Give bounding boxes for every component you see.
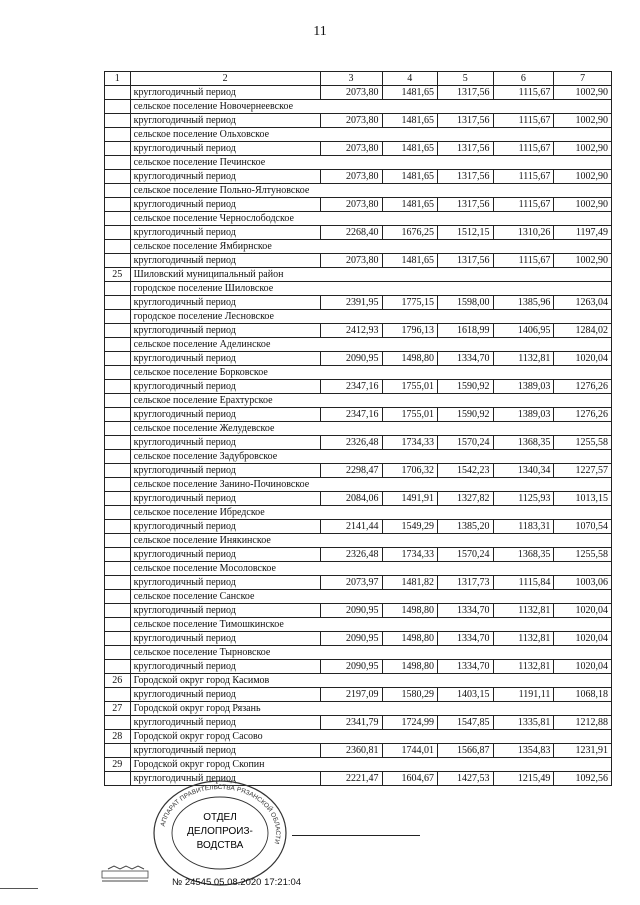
row-number — [105, 422, 131, 436]
value-cell: 1598,00 — [438, 296, 494, 310]
table-row — [105, 744, 612, 758]
section-title: сельское поселение Новочернеевское — [130, 100, 611, 114]
section-title-row — [105, 758, 612, 772]
value-cell: 1340,34 — [493, 464, 554, 478]
row-number — [105, 548, 131, 562]
value-cell: 1255,58 — [554, 436, 612, 450]
value-cell: 1115,67 — [493, 170, 554, 184]
value-cell: 1368,35 — [493, 436, 554, 450]
value-cell: 1115,67 — [493, 254, 554, 268]
value-cell: 1020,04 — [554, 604, 612, 618]
section-title: Городской округ город Сасово — [130, 730, 611, 744]
row-number — [105, 114, 131, 128]
row-number — [105, 646, 131, 660]
section-title-row — [105, 674, 612, 688]
section-title: сельское поселение Ерахтурское — [130, 394, 611, 408]
value-cell: 1132,81 — [493, 352, 554, 366]
value-cell: 1334,70 — [438, 352, 494, 366]
tariff-table-body — [105, 72, 612, 786]
value-cell: 1368,35 — [493, 548, 554, 562]
row-number — [105, 338, 131, 352]
table-row — [105, 408, 612, 422]
section-title: сельское поселение Печинское — [130, 156, 611, 170]
value-cell: 1317,56 — [438, 86, 494, 100]
footer-rule — [0, 888, 38, 889]
section-title: сельское поселение Задубровское — [130, 450, 611, 464]
row-number — [105, 408, 131, 422]
table-row — [105, 688, 612, 702]
value-cell: 2221,47 — [320, 772, 382, 786]
value-cell: 1335,81 — [493, 716, 554, 730]
table-row — [105, 464, 612, 478]
period-label: круглогодичный период — [130, 744, 320, 758]
section-title: сельское поселение Аделинское — [130, 338, 611, 352]
value-cell: 1481,65 — [382, 142, 438, 156]
value-cell: 1212,88 — [554, 716, 612, 730]
value-cell: 1227,57 — [554, 464, 612, 478]
value-cell: 1744,01 — [382, 744, 438, 758]
value-cell: 1385,20 — [438, 520, 494, 534]
section-title-row — [105, 212, 612, 226]
section-title-row — [105, 338, 612, 352]
period-label: круглогодичный период — [130, 772, 320, 786]
table-row — [105, 380, 612, 394]
section-title-row — [105, 128, 612, 142]
section-title: сельское поселение Борковское — [130, 366, 611, 380]
section-title-row — [105, 562, 612, 576]
table-row — [105, 226, 612, 240]
value-cell: 2391,95 — [320, 296, 382, 310]
row-number — [105, 464, 131, 478]
section-title: Городской округ город Рязань — [130, 702, 611, 716]
value-cell: 1263,04 — [554, 296, 612, 310]
value-cell: 1796,13 — [382, 324, 438, 338]
table-row — [105, 324, 612, 338]
value-cell: 1115,67 — [493, 86, 554, 100]
value-cell: 1115,67 — [493, 142, 554, 156]
row-number — [105, 520, 131, 534]
value-cell: 2268,40 — [320, 226, 382, 240]
value-cell: 1115,67 — [493, 198, 554, 212]
section-title-row — [105, 450, 612, 464]
row-number: 28 — [105, 730, 131, 744]
header-cell: 6 — [493, 72, 554, 86]
row-number — [105, 716, 131, 730]
section-title: сельское поселение Ямбирнское — [130, 240, 611, 254]
table-row — [105, 660, 612, 674]
value-cell: 1310,26 — [493, 226, 554, 240]
value-cell: 1570,24 — [438, 548, 494, 562]
section-title-row — [105, 366, 612, 380]
value-cell: 1570,24 — [438, 436, 494, 450]
value-cell: 1755,01 — [382, 408, 438, 422]
value-cell: 2084,06 — [320, 492, 382, 506]
period-label: круглогодичный период — [130, 688, 320, 702]
value-cell: 1604,67 — [382, 772, 438, 786]
value-cell: 1724,99 — [382, 716, 438, 730]
section-title: сельское поселение Ольховское — [130, 128, 611, 142]
section-title-row — [105, 240, 612, 254]
value-cell: 1215,49 — [493, 772, 554, 786]
value-cell: 1132,81 — [493, 604, 554, 618]
value-cell: 1481,65 — [382, 170, 438, 184]
section-title-row — [105, 156, 612, 170]
period-label: круглогодичный период — [130, 380, 320, 394]
row-number — [105, 744, 131, 758]
section-title-row — [105, 478, 612, 492]
value-cell: 1002,90 — [554, 86, 612, 100]
value-cell: 2347,16 — [320, 408, 382, 422]
value-cell: 1002,90 — [554, 170, 612, 184]
value-cell: 2090,95 — [320, 352, 382, 366]
value-cell: 1498,80 — [382, 604, 438, 618]
row-number — [105, 296, 131, 310]
period-label: круглогодичный период — [130, 604, 320, 618]
value-cell: 1706,32 — [382, 464, 438, 478]
period-label: круглогодичный период — [130, 464, 320, 478]
period-label: круглогодичный период — [130, 198, 320, 212]
value-cell: 2326,48 — [320, 436, 382, 450]
table-row — [105, 352, 612, 366]
table-row — [105, 86, 612, 100]
period-label: круглогодичный период — [130, 226, 320, 240]
row-number — [105, 576, 131, 590]
value-cell: 1498,80 — [382, 632, 438, 646]
row-number — [105, 492, 131, 506]
row-number — [105, 254, 131, 268]
table-row — [105, 198, 612, 212]
seal-ring-text: АППАРАТ ПРАВИТЕЛЬСТВА РЯЗАНСКОЙ ОБЛАСТИ — [159, 783, 282, 845]
value-cell: 1580,29 — [382, 688, 438, 702]
period-label: круглогодичный период — [130, 142, 320, 156]
section-title-row — [105, 730, 612, 744]
period-label: круглогодичный период — [130, 170, 320, 184]
value-cell: 1549,29 — [382, 520, 438, 534]
row-number — [105, 618, 131, 632]
section-title: сельское поселение Ибредское — [130, 506, 611, 520]
row-number: 25 — [105, 268, 131, 282]
value-cell: 1385,96 — [493, 296, 554, 310]
value-cell: 1491,91 — [382, 492, 438, 506]
period-label: круглогодичный период — [130, 114, 320, 128]
section-title: сельское поселение Занино-Починовское — [130, 478, 611, 492]
signature-line — [292, 835, 420, 836]
value-cell: 1566,87 — [438, 744, 494, 758]
table-row — [105, 254, 612, 268]
value-cell: 2347,16 — [320, 380, 382, 394]
value-cell: 1183,31 — [493, 520, 554, 534]
value-cell: 1734,33 — [382, 548, 438, 562]
row-number — [105, 590, 131, 604]
row-number — [105, 282, 131, 296]
table-row — [105, 492, 612, 506]
table-row — [105, 604, 612, 618]
value-cell: 1317,56 — [438, 142, 494, 156]
row-number — [105, 100, 131, 114]
seal-line-2: ДЕЛОПРОИЗ- — [187, 826, 253, 837]
section-title-row — [105, 646, 612, 660]
value-cell: 2298,47 — [320, 464, 382, 478]
value-cell: 1498,80 — [382, 660, 438, 674]
value-cell: 1590,92 — [438, 408, 494, 422]
value-cell: 1070,54 — [554, 520, 612, 534]
section-title: сельское поселение Инякинское — [130, 534, 611, 548]
header-cell: 3 — [320, 72, 382, 86]
value-cell: 1734,33 — [382, 436, 438, 450]
row-number — [105, 604, 131, 618]
row-number — [105, 772, 131, 786]
row-number — [105, 632, 131, 646]
section-title-row — [105, 534, 612, 548]
row-number — [105, 506, 131, 520]
period-label: круглогодичный период — [130, 254, 320, 268]
value-cell: 2090,95 — [320, 632, 382, 646]
section-title-row — [105, 268, 612, 282]
row-number — [105, 688, 131, 702]
period-label: круглогодичный период — [130, 492, 320, 506]
registration-number: № 24545 05.08.2020 17:21:04 — [172, 877, 302, 888]
row-number — [105, 352, 131, 366]
row-number — [105, 534, 131, 548]
table-row — [105, 548, 612, 562]
value-cell: 1125,93 — [493, 492, 554, 506]
value-cell: 1231,91 — [554, 744, 612, 758]
value-cell: 1255,58 — [554, 548, 612, 562]
section-title-row — [105, 422, 612, 436]
value-cell: 2073,97 — [320, 576, 382, 590]
table-row — [105, 296, 612, 310]
section-title-row — [105, 394, 612, 408]
header-cell: 7 — [554, 72, 612, 86]
section-title-row — [105, 618, 612, 632]
section-title: сельское поселение Санское — [130, 590, 611, 604]
value-cell: 1317,56 — [438, 170, 494, 184]
row-number — [105, 170, 131, 184]
row-number — [105, 562, 131, 576]
value-cell: 1427,53 — [438, 772, 494, 786]
value-cell: 1191,11 — [493, 688, 554, 702]
value-cell: 1755,01 — [382, 380, 438, 394]
table-row — [105, 170, 612, 184]
row-number — [105, 478, 131, 492]
value-cell: 1481,65 — [382, 198, 438, 212]
row-number: 29 — [105, 758, 131, 772]
value-cell: 1327,82 — [438, 492, 494, 506]
value-cell: 1132,81 — [493, 632, 554, 646]
table-row — [105, 520, 612, 534]
archive-emblem — [100, 865, 150, 883]
row-number — [105, 86, 131, 100]
section-title: Шиловский муниципальный район — [130, 268, 611, 282]
value-cell: 1403,15 — [438, 688, 494, 702]
value-cell: 1317,56 — [438, 114, 494, 128]
value-cell: 2073,80 — [320, 142, 382, 156]
row-number — [105, 226, 131, 240]
value-cell: 2073,80 — [320, 170, 382, 184]
table-row — [105, 576, 612, 590]
section-title: сельское поселение Желудевское — [130, 422, 611, 436]
table-row — [105, 114, 612, 128]
section-title-row — [105, 310, 612, 324]
value-cell: 1020,04 — [554, 660, 612, 674]
row-number — [105, 142, 131, 156]
row-number: 26 — [105, 674, 131, 688]
section-title-row — [105, 100, 612, 114]
table-row — [105, 142, 612, 156]
office-seal — [150, 778, 290, 888]
section-title: сельское поселение Тимошкинское — [130, 618, 611, 632]
value-cell: 1115,67 — [493, 114, 554, 128]
value-cell: 1676,25 — [382, 226, 438, 240]
table-header-row — [105, 72, 612, 86]
value-cell: 1481,65 — [382, 254, 438, 268]
period-label: круглогодичный период — [130, 352, 320, 366]
value-cell: 1618,99 — [438, 324, 494, 338]
row-number — [105, 324, 131, 338]
row-number: 27 — [105, 702, 131, 716]
value-cell: 1481,65 — [382, 86, 438, 100]
section-title: сельское поселение Польно-Ялтуновское — [130, 184, 611, 198]
table-row — [105, 632, 612, 646]
header-cell: 5 — [438, 72, 494, 86]
page-number: 11 — [313, 24, 327, 39]
value-cell: 1334,70 — [438, 604, 494, 618]
section-title-row — [105, 282, 612, 296]
value-cell: 2073,80 — [320, 114, 382, 128]
table-row — [105, 436, 612, 450]
row-number — [105, 212, 131, 226]
section-title: городское поселение Шиловское — [130, 282, 611, 296]
section-title: сельское поселение Чернослободское — [130, 212, 611, 226]
row-number — [105, 184, 131, 198]
row-number — [105, 450, 131, 464]
section-title: городское поселение Лесновское — [130, 310, 611, 324]
section-title: сельское поселение Мосоловское — [130, 562, 611, 576]
row-number — [105, 198, 131, 212]
seal-line-3: ВОДСТВА — [196, 840, 244, 851]
section-title-row — [105, 506, 612, 520]
value-cell: 1481,65 — [382, 114, 438, 128]
period-label: круглогодичный период — [130, 408, 320, 422]
value-cell: 1115,84 — [493, 576, 554, 590]
value-cell: 2141,44 — [320, 520, 382, 534]
value-cell: 1013,15 — [554, 492, 612, 506]
value-cell: 2073,80 — [320, 86, 382, 100]
section-title: Городской округ город Касимов — [130, 674, 611, 688]
header-cell: 4 — [382, 72, 438, 86]
value-cell: 1542,23 — [438, 464, 494, 478]
row-number — [105, 240, 131, 254]
value-cell: 1002,90 — [554, 142, 612, 156]
tariff-table — [104, 71, 612, 786]
period-label: круглогодичный период — [130, 716, 320, 730]
value-cell: 1354,83 — [493, 744, 554, 758]
section-title-row — [105, 590, 612, 604]
value-cell: 1498,80 — [382, 352, 438, 366]
table-row — [105, 716, 612, 730]
value-cell: 1132,81 — [493, 660, 554, 674]
value-cell: 2360,81 — [320, 744, 382, 758]
value-cell: 2197,09 — [320, 688, 382, 702]
period-label: круглогодичный период — [130, 548, 320, 562]
period-label: круглогодичный период — [130, 324, 320, 338]
value-cell: 1317,73 — [438, 576, 494, 590]
row-number — [105, 366, 131, 380]
section-title: Городской округ город Скопин — [130, 758, 611, 772]
row-number — [105, 310, 131, 324]
value-cell: 2326,48 — [320, 548, 382, 562]
value-cell: 1284,02 — [554, 324, 612, 338]
period-label: круглогодичный период — [130, 296, 320, 310]
value-cell: 1068,18 — [554, 688, 612, 702]
value-cell: 1389,03 — [493, 408, 554, 422]
value-cell: 1547,85 — [438, 716, 494, 730]
value-cell: 1775,15 — [382, 296, 438, 310]
row-number — [105, 156, 131, 170]
value-cell: 1003,06 — [554, 576, 612, 590]
row-number — [105, 380, 131, 394]
period-label: круглогодичный период — [130, 632, 320, 646]
value-cell: 2090,95 — [320, 604, 382, 618]
value-cell: 1334,70 — [438, 632, 494, 646]
section-title-row — [105, 702, 612, 716]
value-cell: 1389,03 — [493, 380, 554, 394]
value-cell: 1317,56 — [438, 198, 494, 212]
period-label: круглогодичный период — [130, 436, 320, 450]
period-label: круглогодичный период — [130, 520, 320, 534]
value-cell: 1002,90 — [554, 114, 612, 128]
value-cell: 1481,82 — [382, 576, 438, 590]
header-cell: 1 — [105, 72, 131, 86]
value-cell: 2073,80 — [320, 198, 382, 212]
row-number — [105, 436, 131, 450]
value-cell: 1334,70 — [438, 660, 494, 674]
seal-line-1: ОТДЕЛ — [203, 812, 237, 823]
value-cell: 1512,15 — [438, 226, 494, 240]
value-cell: 1002,90 — [554, 198, 612, 212]
value-cell: 2341,79 — [320, 716, 382, 730]
value-cell: 1020,04 — [554, 352, 612, 366]
value-cell: 2412,93 — [320, 324, 382, 338]
value-cell: 1092,56 — [554, 772, 612, 786]
row-number — [105, 394, 131, 408]
value-cell: 2073,80 — [320, 254, 382, 268]
value-cell: 1406,95 — [493, 324, 554, 338]
value-cell: 1590,92 — [438, 380, 494, 394]
period-label: круглогодичный период — [130, 660, 320, 674]
header-cell: 2 — [130, 72, 320, 86]
period-label: круглогодичный период — [130, 576, 320, 590]
value-cell: 1317,56 — [438, 254, 494, 268]
row-number — [105, 660, 131, 674]
row-number — [105, 128, 131, 142]
value-cell: 1197,49 — [554, 226, 612, 240]
value-cell: 2090,95 — [320, 660, 382, 674]
value-cell: 1276,26 — [554, 380, 612, 394]
value-cell: 1276,26 — [554, 408, 612, 422]
section-title-row — [105, 184, 612, 198]
period-label: круглогодичный период — [130, 86, 320, 100]
value-cell: 1002,90 — [554, 254, 612, 268]
section-title: сельское поселение Тырновское — [130, 646, 611, 660]
value-cell: 1020,04 — [554, 632, 612, 646]
